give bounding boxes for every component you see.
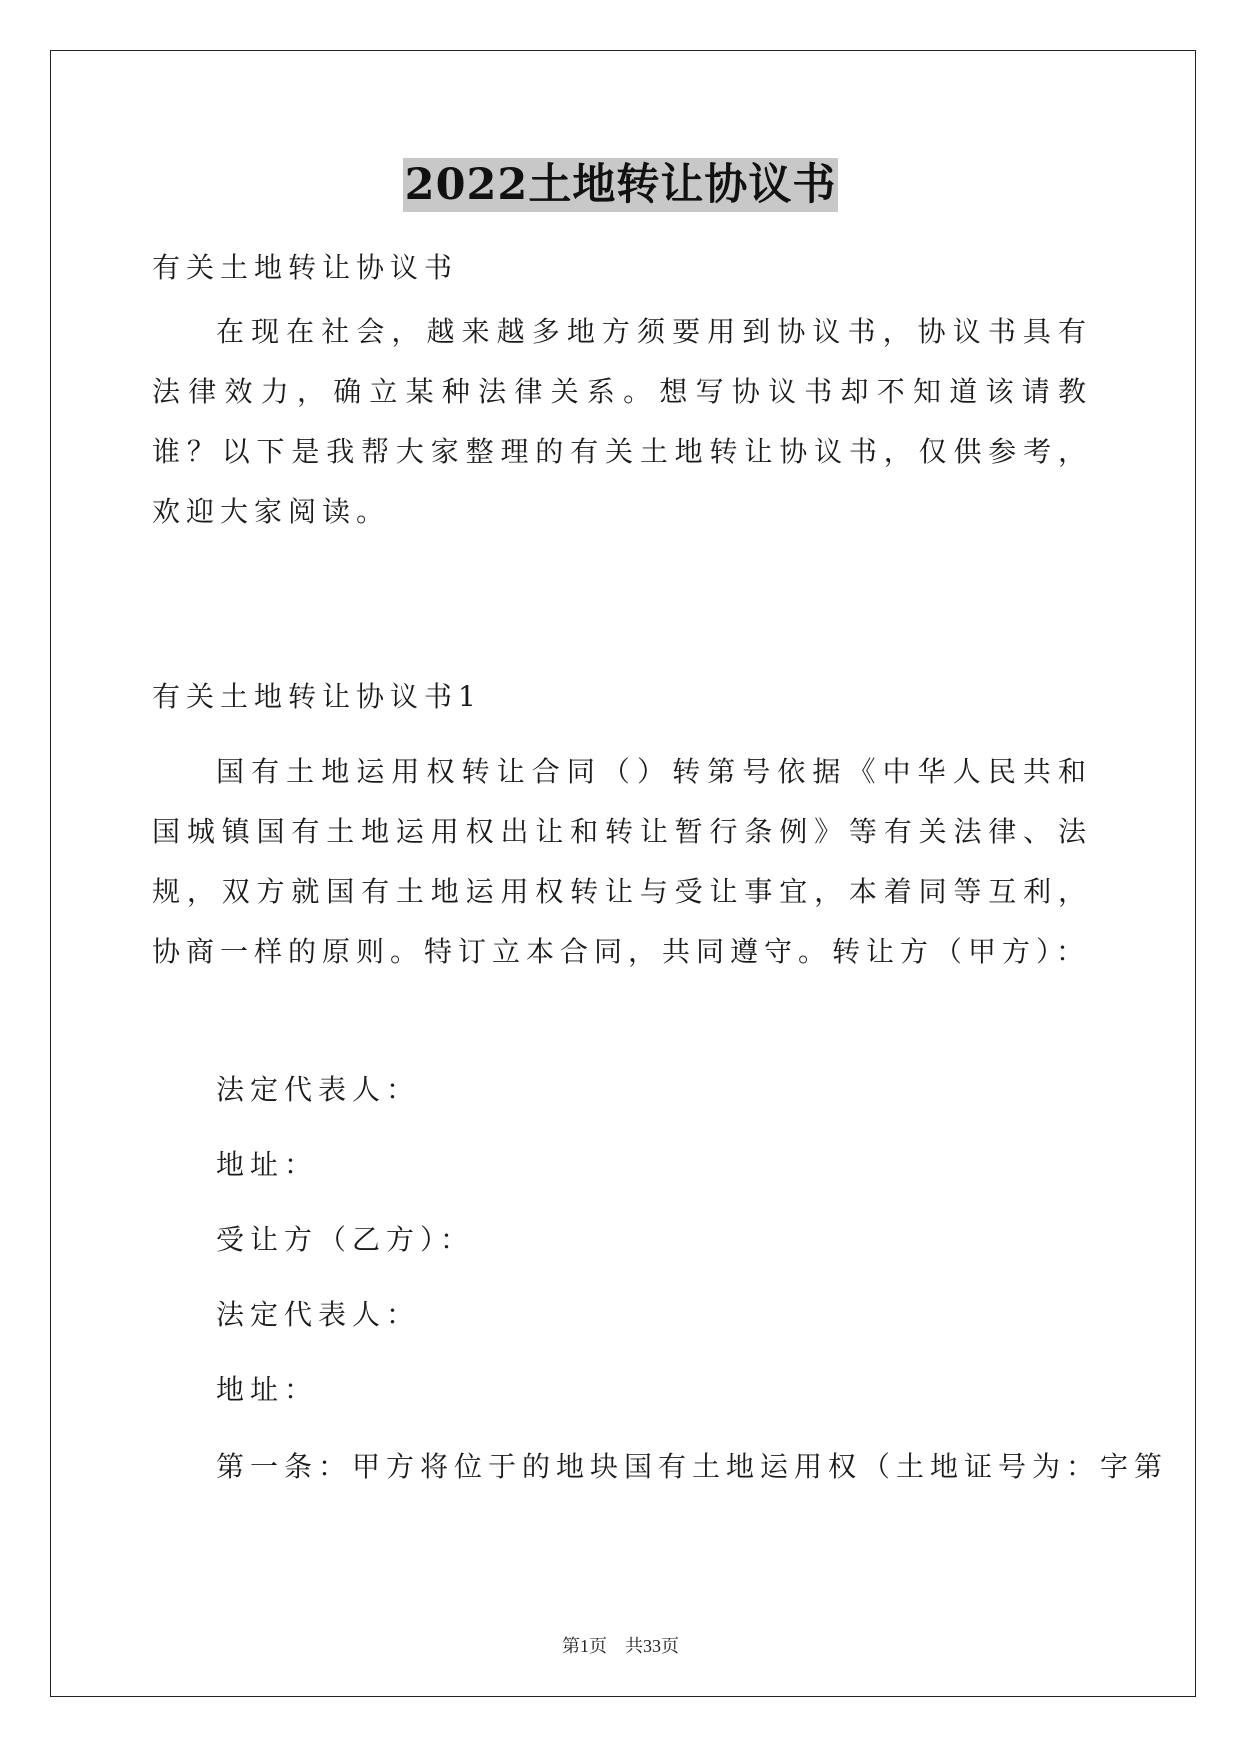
page-footer: 第1页 共33页: [562, 1636, 679, 1656]
transferee-legal-representative-line: 法定代表人：: [216, 1298, 421, 1331]
transferee-address-line: 地址：: [216, 1373, 319, 1406]
section-heading: 有关土地转让协议书1: [152, 680, 482, 713]
article-one: 第一条：甲方将位于的地块国有土地运用权（土地证号为：字第: [216, 1450, 1169, 1483]
intro-paragraph: 在现在社会，越来越多地方须要用到协议书，协议书具有法律效力，确立某种法律关系。想写协议书却不知道该请教谁？以下是我帮大家整理的有关土地转让协议书，仅供参考，欢迎大家阅读。: [152, 315, 1092, 528]
title-container: [0, 158, 1241, 212]
document-title: 2022土地转让协议书: [404, 160, 837, 210]
contract-paragraph: 国有土地运用权转让合同（）转第号依据《中华人民共和国城镇国有土地运用权出让和转让暂行条例》等有关法律、法规，双方就国有土地运用权转让与受让事宜，本着同等互利，协商一样的原则。特订立本合同，共同遵守。转让方（甲方）：: [152, 755, 1092, 968]
transferor-legal-representative-line: 法定代表人：: [216, 1073, 421, 1106]
transferor-address-line: 地址：: [216, 1148, 319, 1181]
document-subtitle: 有关土地转让协议书: [152, 251, 459, 284]
transferee-line: 受让方（乙方）：: [216, 1223, 475, 1256]
